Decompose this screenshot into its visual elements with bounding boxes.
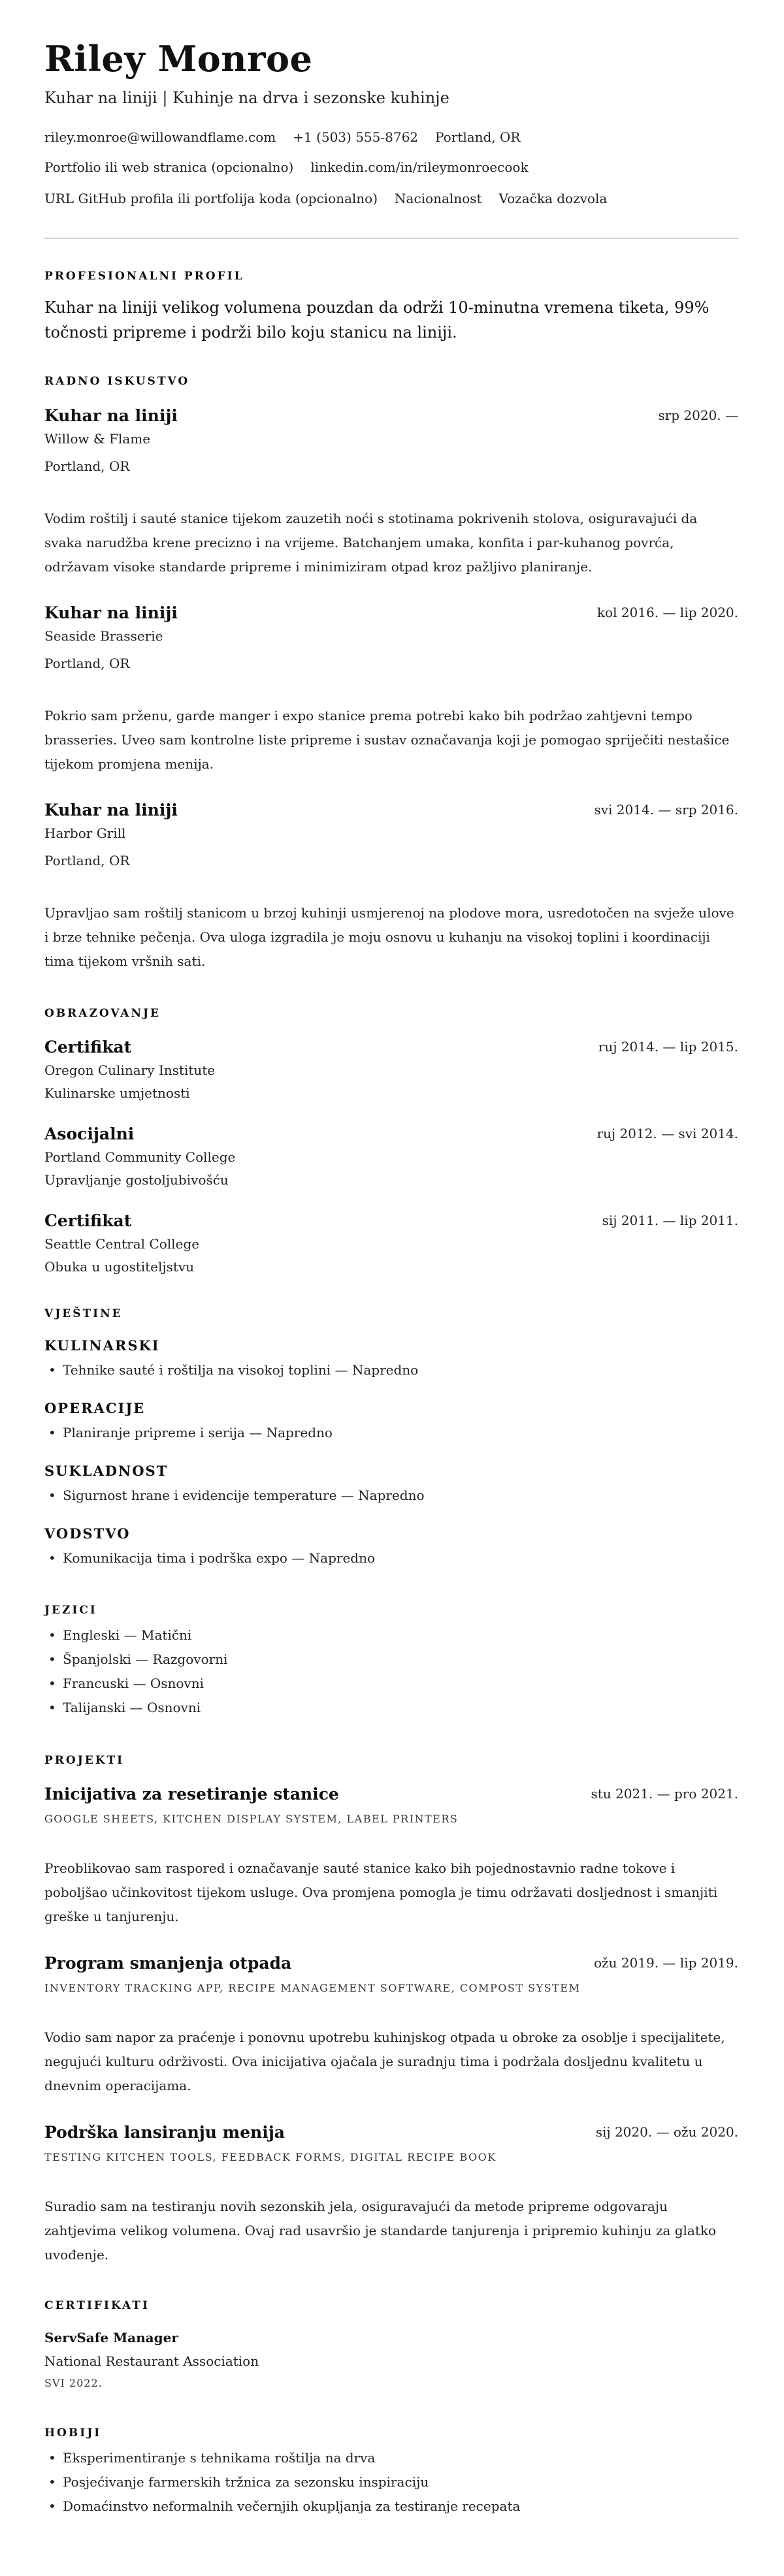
certificate-date: SVI 2022.: [44, 2377, 103, 2389]
project-title: Podrška lansiranju menija: [44, 2123, 285, 2142]
section-heading-education: OBRAZOVANJE: [44, 1007, 161, 1020]
headline: Kuhar na liniji | Kuhinje na drva i sezonske kuhinje: [44, 89, 449, 107]
hobby-item: • Eksperimentiranje s tehnikama roštilja na drva: [44, 2446, 520, 2470]
job-location: Portland, OR: [44, 656, 130, 671]
contact-row-3: [44, 191, 607, 206]
skill-item: • Sigurnost hrane i evidencije temperature — Napredno: [44, 1484, 425, 1508]
language-item: • Francuski — Osnovni: [44, 1672, 227, 1696]
hobby-item: • Domaćinstvo neformalnih večernjih okupljanja za testiranje recepata: [44, 2494, 520, 2519]
project-tech: INVENTORY TRACKING APP, RECIPE MANAGEMENT SOFTWARE, COMPOST SYSTEM: [44, 1982, 581, 1994]
phone-link[interactable]: +1 (503) 555-8762: [293, 129, 419, 145]
contact-row-1: [44, 129, 521, 145]
portfolio-link[interactable]: Portfolio ili web stranica (opcionalno): [44, 159, 294, 175]
nationality: Nacionalnost: [395, 191, 482, 206]
section-heading-projects: PROJEKTI: [44, 1754, 125, 1767]
language-item: • Talijanski — Osnovni: [44, 1696, 227, 1720]
language-item: • Engleski — Matični: [44, 1623, 227, 1647]
project-dates: stu 2021. — pro 2021.: [591, 1786, 738, 1802]
job-title: Kuhar na liniji: [44, 406, 178, 425]
skill-list: [44, 1484, 425, 1508]
section-heading-certificates: CERTIFIKATI: [44, 2299, 150, 2312]
contact-row-2: [44, 159, 529, 175]
project-dates: ožu 2019. — lip 2019.: [594, 1955, 738, 1971]
hobby-item: • Posjećivanje farmerskih tržnica za sezonsku inspiraciju: [44, 2470, 520, 2494]
drivers-license: Vozačka dozvola: [498, 191, 608, 206]
project-title: Program smanjenja otpada: [44, 1954, 292, 1973]
skill-list: [44, 1358, 418, 1382]
education-field: Kulinarske umjetnosti: [44, 1085, 190, 1101]
education-degree: Certifikat: [44, 1211, 132, 1230]
education-dates: ruj 2012. — svi 2014.: [596, 1126, 738, 1141]
language-list: [44, 1623, 227, 1720]
job-dates: srp 2020. —: [658, 407, 738, 423]
skill-group-heading: KULINARSKI: [44, 1337, 160, 1354]
profile-summary: Kuhar na liniji velikog volumena pouzdan da održi 10-minutna vremena tiketa, 99% točnosti pripreme i podrži bilo koju stanicu na liniji.: [44, 298, 710, 342]
candidate-name: Riley Monroe: [44, 38, 313, 80]
location: Portland, OR: [435, 129, 521, 145]
linkedin-link[interactable]: linkedin.com/in/rileymonroecook: [310, 159, 529, 175]
education-degree: Certifikat: [44, 1038, 132, 1057]
education-field: Obuka u ugostiteljstvu: [44, 1259, 195, 1275]
education-school: Oregon Culinary Institute: [44, 1062, 216, 1078]
email-link[interactable]: riley.monroe@willowandflame.com: [44, 129, 276, 145]
job-description: Pokrio sam prženu, garde manger i expo stanice prema potrebi kako bih podržao zahtjevni tempo brasseries. Uveo sam kontrolne liste pripreme i sustav označavanja koji je pomogao spriječiti nestašice tijekom promjena menija.: [44, 708, 730, 772]
skill-item: • Komunikacija tima i podrška expo — Napredno: [44, 1546, 375, 1570]
education-degree: Asocijalni: [44, 1124, 135, 1143]
certificate-issuer: National Restaurant Association: [44, 2353, 259, 2369]
job-title: Kuhar na liniji: [44, 801, 178, 819]
job-description: Vodim roštilj i sauté stanice tijekom zauzetih noći s stotinama pokrivenih stolova, osiguravajući da svaka narudžba krene precizno i na vrijeme. Batchanjem umaka, konfita i par-kuhanog povrća, održavam visoke standarde pripreme i minimiziram otpad kroz pažljivo planiranje.: [44, 511, 698, 575]
job-location: Portland, OR: [44, 458, 130, 474]
section-heading-hobbies: HOBIJI: [44, 2426, 102, 2440]
job-dates: kol 2016. — lip 2020.: [596, 605, 738, 620]
hobby-list: [44, 2446, 520, 2519]
skill-item: • Tehnike sauté i roštilja na visokoj toplini — Napredno: [44, 1358, 418, 1382]
project-tech: GOOGLE SHEETS, KITCHEN DISPLAY SYSTEM, LABEL PRINTERS: [44, 1813, 459, 1825]
project-description: Vodio sam napor za praćenje i ponovnu upotrebu kuhinjskog otpada u obroke za osoblje i specijalitete, negujući kulturu održivosti. Ova inicijativa ojačala je suradnju tima i podržala dosljednu kvalitetu u dnevnim operacijama.: [44, 2029, 725, 2093]
section-heading-skills: VJEŠTINE: [44, 1307, 123, 1320]
header-divider: [44, 238, 738, 239]
project-title: Inicijativa za resetiranje stanice: [44, 1785, 339, 1804]
skill-list: [44, 1421, 333, 1445]
education-school: Portland Community College: [44, 1149, 236, 1165]
job-description: Upravljao sam roštilj stanicom u brzoj kuhinji usmjerenoj na plodove mora, usredotočen na svježe ulove i brze tehnike pečenja. Ova uloga izgradila je moju osnovu u kuhanju na visokoj toplini i koordinaciji tima tijekom vršnih sati.: [44, 905, 734, 969]
job-dates: svi 2014. — srp 2016.: [594, 802, 738, 818]
certificate-name: ServSafe Manager: [44, 2330, 178, 2345]
education-field: Upravljanje gostoljubivošću: [44, 1172, 229, 1188]
skill-group-heading: VODSTVO: [44, 1525, 131, 1542]
job-company: Willow & Flame: [44, 431, 151, 447]
education-school: Seattle Central College: [44, 1236, 200, 1252]
skill-item: • Planiranje pripreme i serija — Napredno: [44, 1421, 333, 1445]
job-title: Kuhar na liniji: [44, 603, 178, 622]
project-description: Preoblikovao sam raspored i označavanje sauté stanice kako bih pojednostavnio radne tokove i poboljšao učinkovitost tijekom usluge. Ova promjena pomogla je timu održavati dosljednost i smanjiti greške u tanjurenju.: [44, 1860, 718, 1924]
project-tech: TESTING KITCHEN TOOLS, FEEDBACK FORMS, DIGITAL RECIPE BOOK: [44, 2151, 497, 2163]
project-description: Suradio sam na testiranju novih sezonskih jela, osiguravajući da metode pripreme odgovaraju zahtjevima velikog volumena. Ovaj rad usavršio je standarde tanjurenja i pripremio kuhinju za glatko uvođenje.: [44, 2199, 717, 2263]
github-link[interactable]: URL GitHub profila ili portfolija koda (opcionalno): [44, 191, 378, 206]
skill-group-heading: SUKLADNOST: [44, 1463, 169, 1479]
skill-group-heading: OPERACIJE: [44, 1400, 146, 1416]
section-heading-languages: JEZICI: [44, 1604, 97, 1617]
language-item: • Španjolski — Razgovorni: [44, 1647, 227, 1672]
education-dates: ruj 2014. — lip 2015.: [598, 1039, 738, 1055]
project-dates: sij 2020. — ožu 2020.: [595, 2124, 738, 2140]
job-company: Harbor Grill: [44, 825, 126, 841]
skill-list: [44, 1546, 375, 1570]
section-heading-experience: RADNO ISKUSTVO: [44, 375, 190, 388]
education-dates: sij 2011. — lip 2011.: [602, 1213, 738, 1228]
job-company: Seaside Brasserie: [44, 628, 163, 644]
job-location: Portland, OR: [44, 853, 130, 868]
section-heading-profile: PROFESIONALNI PROFIL: [44, 270, 244, 283]
